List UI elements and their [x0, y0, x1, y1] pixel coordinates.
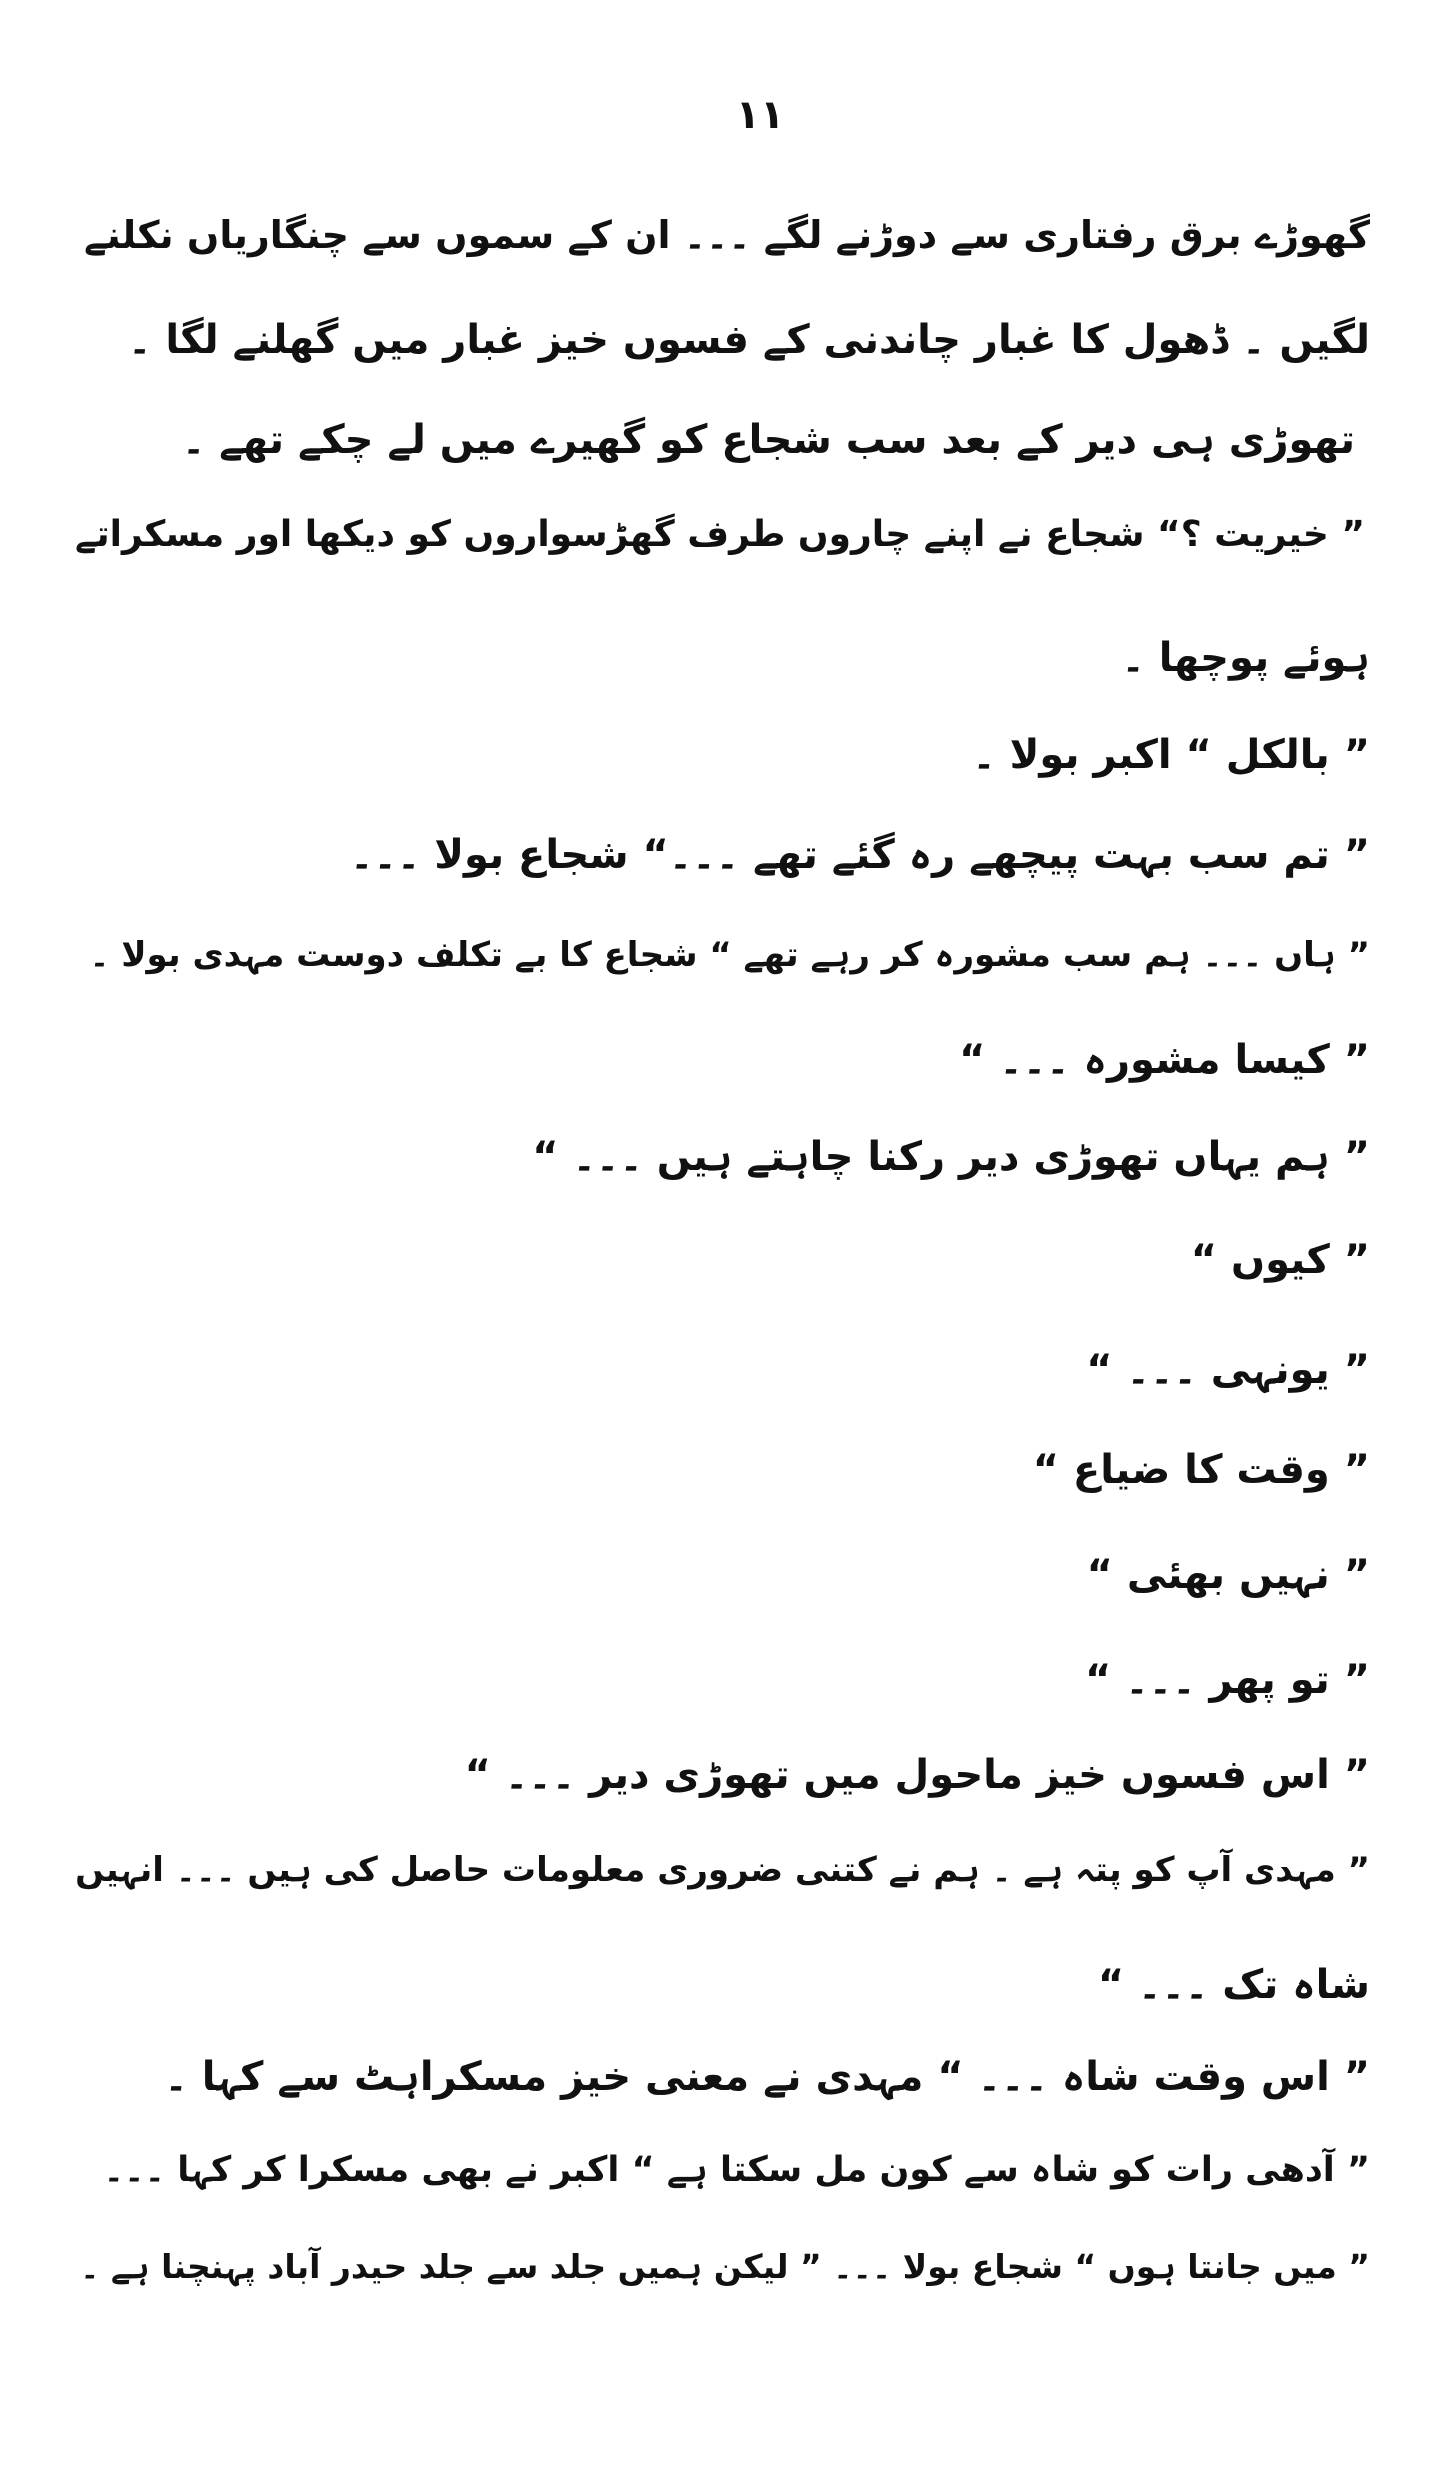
text-line: ” خیریت ؟“ شجاع نے اپنے چاروں طرف گھڑسواروں کو دیکھا اور مسکراتے: [75, 514, 1365, 555]
text-line: ” اس وقت شاہ ۔۔۔ “ مہدی نے معنی خیز مسکراہٹ سے کہا ۔: [164, 2054, 1370, 2100]
text-line: ” ہاں ۔۔۔ ہم سب مشورہ کر رہے تھے “ شجاع کا بے تکلف دوست مہدی بولا ۔: [89, 935, 1370, 975]
text-line: تھوڑی ہی دیر کے بعد سب شجاع کو گھیرے میں لے چکے تھے ۔: [181, 417, 1355, 463]
text-line: ” وقت کا ضیاع “: [1032, 1447, 1370, 1493]
text-line: ” اس فسوں خیز ماحول میں تھوڑی دیر ۔۔۔ “: [464, 1752, 1370, 1798]
text-line: ” تو پھر ۔۔۔ “: [1085, 1657, 1370, 1703]
text-line: لگیں ۔ ڈھول کا غبار چاندنی کے فسوں خیز غبار میں گھلنے لگا ۔: [128, 317, 1370, 363]
text-line: ہوئے پوچھا ۔: [1121, 635, 1370, 681]
text-line: ” میں جانتا ہوں “ شجاع بولا ۔۔۔ ” لیکن ہمیں جلد سے جلد حیدر آباد پہنچنا ہے ۔: [80, 2247, 1370, 2286]
text-line: ” ہم یہاں تھوڑی دیر رکنا چاہتے ہیں ۔۔۔ “: [532, 1134, 1370, 1180]
text-line: ” کیسا مشورہ ۔۔۔ “: [959, 1037, 1370, 1083]
text-line: ” کیوں “: [1190, 1237, 1370, 1283]
text-line: ” مہدی آپ کو پتہ ہے ۔ ہم نے کتنی ضروری معلومات حاصل کی ہیں ۔۔۔ انہیں: [75, 1850, 1370, 1890]
text-line: ” بالکل “ اکبر بولا ۔: [972, 732, 1370, 778]
text-line: گھوڑے برق رفتاری سے دوڑنے لگے ۔۔۔ ان کے سموں سے چنگاریاں نکلنے: [84, 213, 1370, 257]
text-line: ” تم سب بہت پیچھے رہ گئے تھے ۔۔۔“ شجاع بولا ۔۔۔: [349, 832, 1370, 878]
text-line: ” آدھی رات کو شاہ سے کون مل سکتا ہے “ اکبر نے بھی مسکرا کر کہا ۔۔۔: [103, 2150, 1370, 2190]
text-line: ” نہیں بھئی “: [1086, 1552, 1370, 1598]
text-line: ” یونہی ۔۔۔ “: [1086, 1347, 1370, 1393]
text-line: شاہ تک ۔۔۔ “: [1097, 1962, 1370, 2008]
page-number: ۱۱: [735, 92, 785, 138]
